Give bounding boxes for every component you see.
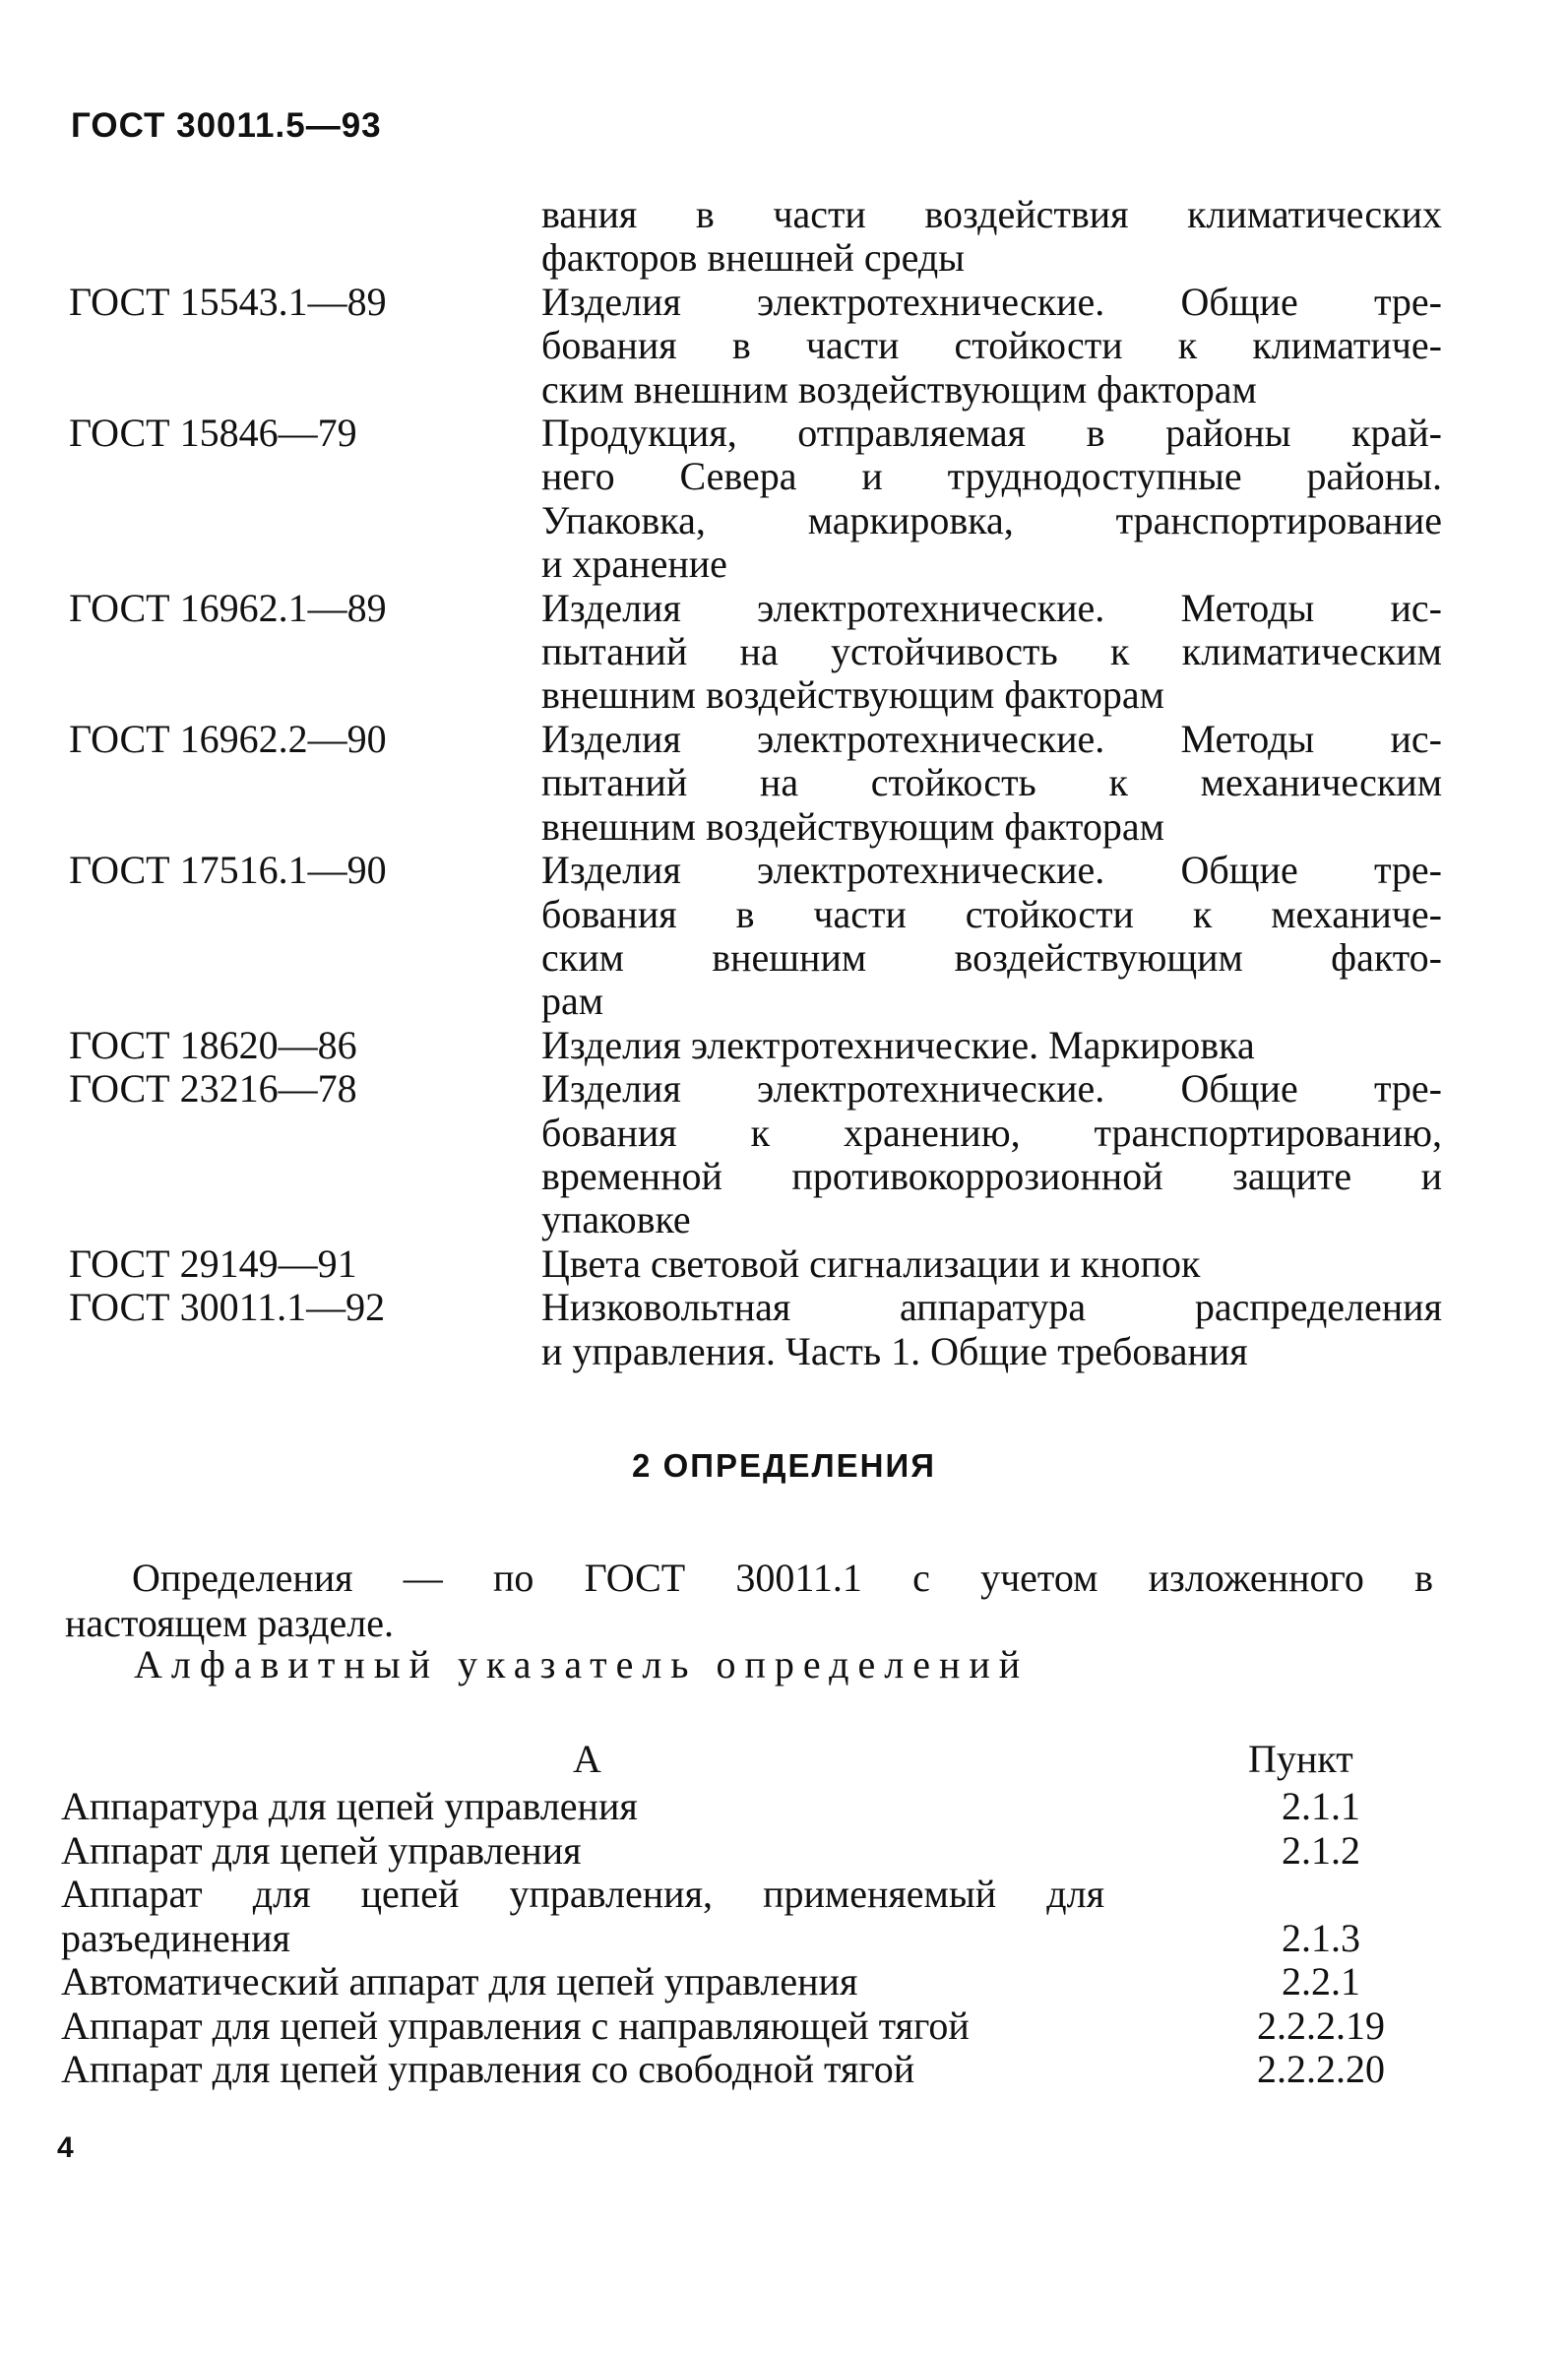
reference-row [69,1286,1442,1373]
reference-title-line: бования в части стойкости к климатиче- [541,323,1442,368]
reference-title-line: Изделия электротехнические. Методы ис- [541,716,1442,761]
reference-title [541,849,1442,1024]
definitions-paragraph [65,1556,1433,1646]
reference-row [69,412,1442,587]
reference-title-line: пытаний на устойчивость к климатическим [541,629,1442,674]
reference-title-line: Изделия электротехнические. Общие тре- [541,1066,1442,1112]
page-number: 4 [57,2131,74,2164]
reference-title-line: и управления. Часть 1. Общие требования [541,1328,1248,1373]
punkt-column-header: Пункт [1248,1737,1353,1781]
reference-title-line: внешним воздействующим факторам [541,672,1164,718]
index-item-text: Аппарат для цепей управления [61,1827,582,1873]
reference-title-line: внешним воздействующим факторам [541,803,1164,849]
reference-title [541,281,1442,412]
reference-title-line: пытаний на стойкость к механическим [541,760,1442,805]
reference-title-line: факторов внешней среды [541,235,966,281]
references-list [69,193,1442,1373]
index-item-number: 2.2.2.19 [1257,2003,1385,2048]
index-item [61,1960,1400,2004]
reference-code: ГОСТ 15846—79 [69,411,357,456]
index-item-text: Аппарат для цепей управления с направляющей тягой [61,2003,970,2048]
reference-row [69,718,1442,849]
reference-title [541,193,1442,281]
reference-title-line: Изделия электротехнические. Маркировка [541,1022,1255,1067]
index-item-text: Автоматический аппарат для цепей управления [61,1959,858,2003]
reference-row [69,281,1442,412]
index-item [61,1829,1400,1874]
reference-code: ГОСТ 15543.1—89 [69,279,387,324]
reference-title-line: и хранение [541,541,727,587]
reference-title-line: Продукция, отправляемая в районы край- [541,411,1442,456]
index-item [61,1873,1400,1960]
reference-code: ГОСТ 17516.1—90 [69,848,387,893]
reference-code: ГОСТ 29149—91 [69,1240,357,1286]
reference-code: ГОСТ 16962.1—89 [69,585,387,630]
index-item-number: 2.2.2.20 [1257,2047,1385,2091]
reference-code [69,193,541,281]
reference-title-line: ским внешним воздействующим факто- [541,934,1442,980]
reference-row [69,1067,1442,1242]
reference-row [69,1242,1442,1286]
reference-row [69,193,1442,281]
reference-title [541,412,1442,587]
index-item [61,2048,1400,2092]
reference-code: ГОСТ 23216—78 [69,1066,357,1112]
reference-title-line: ским внешним воздействующим факторам [541,366,1257,412]
index-item-text: Аппарат для цепей управления со свободной тягой [61,2047,915,2091]
index-item [61,2004,1400,2049]
reference-title-line: бования к хранению, транспортированию, [541,1110,1442,1155]
reference-title [541,1286,1442,1373]
index-item-number: 2.1.2 [1282,1827,1360,1873]
reference-row [69,1024,1442,1067]
reference-title-line: бования в части стойкости к механиче- [541,891,1442,936]
index-title: Алфавитный указатель определений [134,1642,1030,1686]
reference-title-line: рам [541,979,604,1024]
reference-title [541,1024,1442,1067]
section-title: 2 ОПРЕДЕЛЕНИЯ [632,1447,936,1484]
paragraph-line: настоящем разделе. [65,1601,395,1645]
index-item-number: 2.2.1 [1282,1959,1360,2003]
index-item-text: Аппаратура для цепей управления [61,1784,638,1828]
reference-title-line: Изделия электротехнические. Методы ис- [541,585,1442,630]
reference-title [541,587,1442,718]
index-letter: А [573,1737,601,1781]
reference-title-line: Упаковка, маркировка, транспортирование [541,497,1442,542]
document-header: ГОСТ 30011.5—93 [71,106,382,145]
index-item-number: 2.1.1 [1282,1784,1360,1828]
reference-title-line: Цвета световой сигнализации и кнопок [541,1240,1201,1286]
reference-title-line: Изделия электротехнические. Общие тре- [541,848,1442,893]
paragraph-line: Определения — по ГОСТ 30011.1 с учетом изложенного в [132,1556,1433,1600]
reference-title-line: Изделия электротехнические. Общие тре- [541,279,1442,324]
reference-title-line: упаковке [541,1197,691,1242]
reference-title-line: вания в части воздействия климатических [541,192,1442,236]
index-item-text: Аппарат для цепей управления, применяемый для разъединения [61,1872,1104,1960]
reference-title-line: временной противокоррозионной защите и [541,1153,1442,1198]
reference-code: ГОСТ 18620—86 [69,1022,357,1067]
reference-title [541,1067,1442,1242]
reference-title [541,718,1442,849]
reference-code: ГОСТ 16962.2—90 [69,716,387,761]
reference-row [69,587,1442,718]
reference-title [541,1242,1442,1286]
index-item-number: 2.1.3 [1282,1915,1360,1960]
reference-code: ГОСТ 30011.1—92 [69,1285,386,1330]
reference-row [69,849,1442,1024]
reference-title-line: него Севера и труднодоступные районы. [541,454,1442,499]
reference-title-line: Низковольтная аппаратура распределения [541,1285,1442,1330]
index-list [61,1785,1400,2092]
index-item [61,1785,1400,1829]
